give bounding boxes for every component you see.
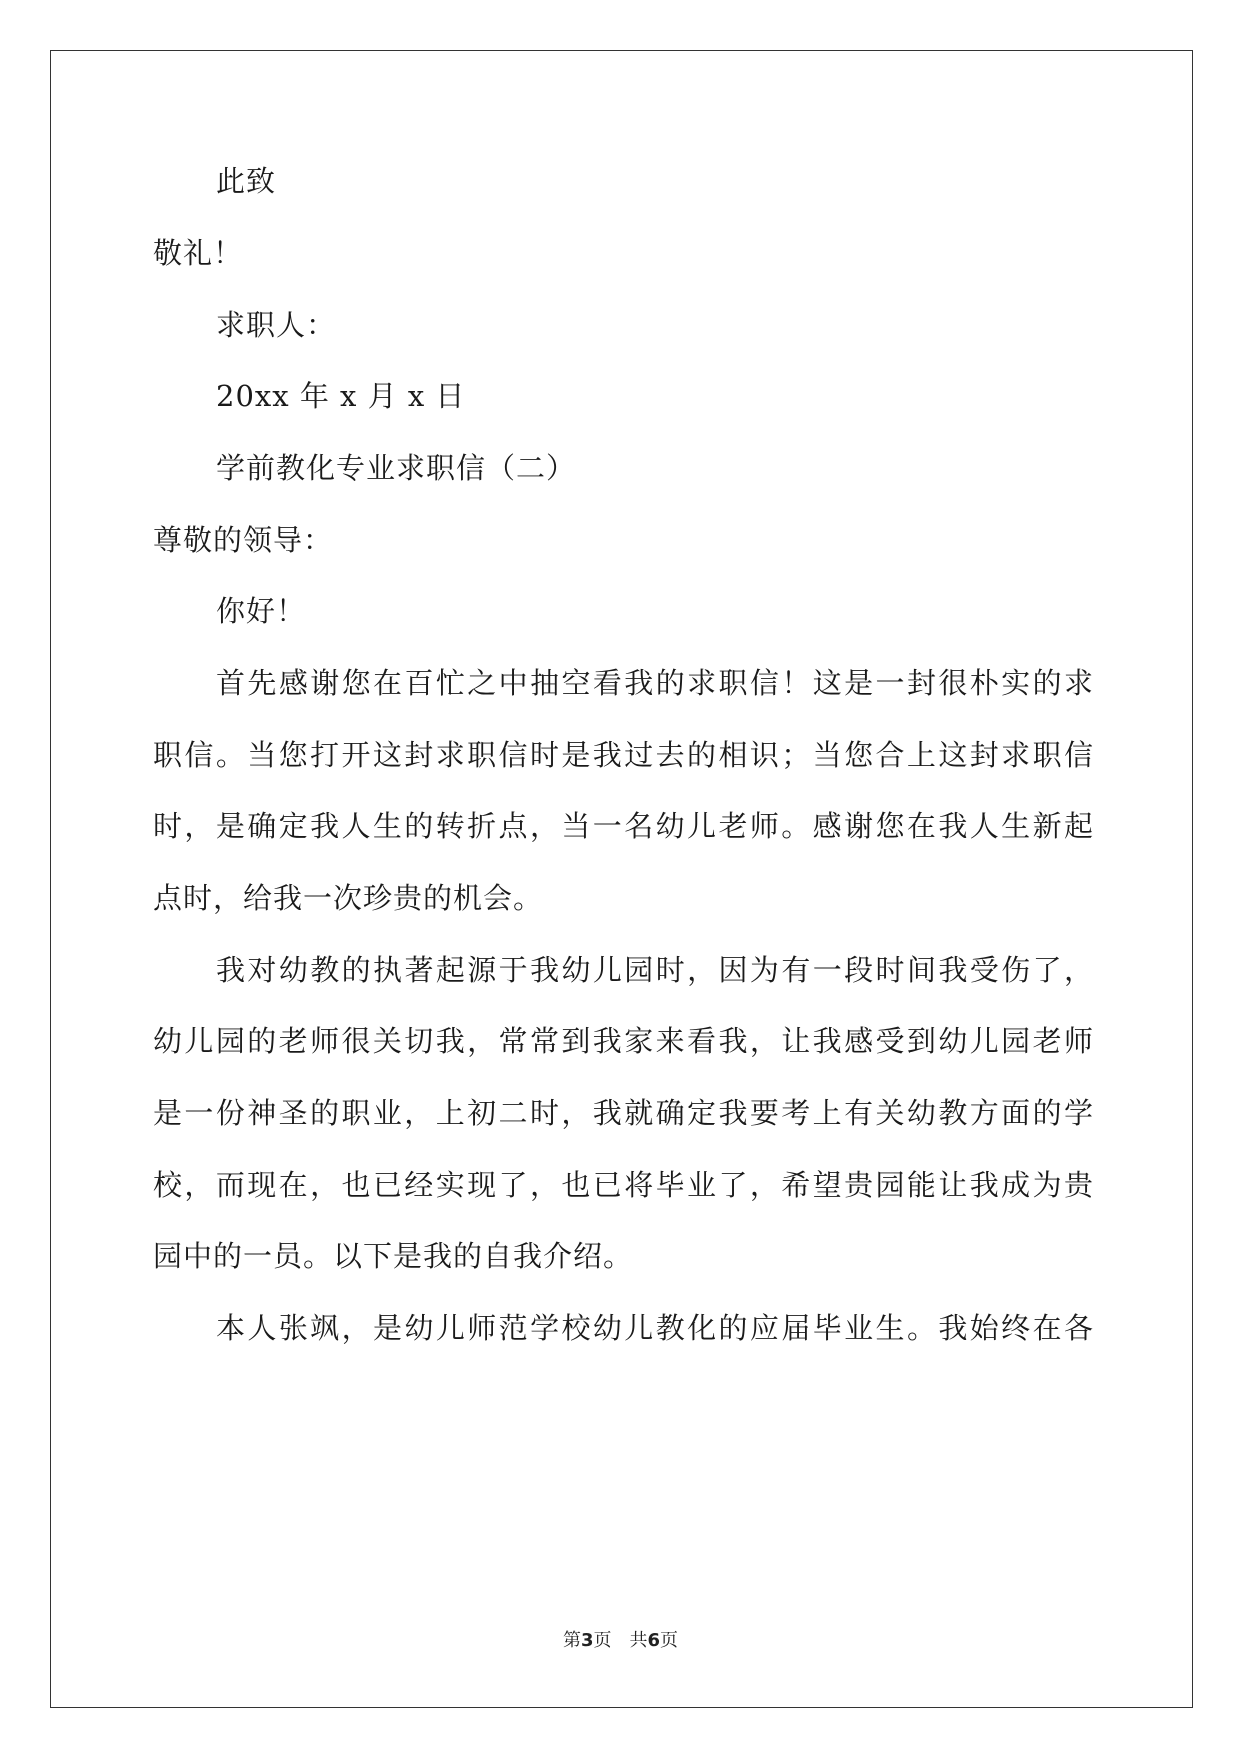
paragraph-line: 职信。当您打开这封求职信时是我过去的相识；当您合上这封求职信 <box>153 738 1093 772</box>
hello-line: 你好！ <box>216 594 307 628</box>
second-letter-title: 学前教化专业求职信（二） <box>216 451 577 485</box>
paragraph-line: 点时，给我一次珍贵的机会。 <box>153 881 544 915</box>
closing-line: 此致 <box>216 164 277 198</box>
footer-page-current: 3 <box>580 1630 594 1651</box>
date-line: 20xx 年 x 月 x 日 <box>216 379 466 413</box>
paragraph-line: 是一份神圣的职业，上初二时，我就确定我要考上有关幼教方面的学 <box>153 1096 1093 1130</box>
paragraph-line: 首先感谢您在百忙之中抽空看我的求职信！这是一封很朴实的求 <box>216 666 1093 700</box>
salute-line: 敬礼！ <box>153 236 244 270</box>
paragraph-line: 我对幼教的执著起源于我幼儿园时，因为有一段时间我受伤了， <box>216 953 1093 987</box>
footer-total-prefix: 共 <box>629 1630 648 1651</box>
paragraph-line: 幼儿园的老师很关切我，常常到我家来看我，让我感受到幼儿园老师 <box>153 1024 1093 1058</box>
footer-total-suffix: 页 <box>660 1630 679 1651</box>
footer-page-prefix: 第 <box>562 1630 581 1651</box>
paragraph-line: 时，是确定我人生的转折点，当一名幼儿老师。感谢您在我人生新起 <box>153 809 1093 843</box>
footer-page-total: 6 <box>647 1630 661 1651</box>
greeting-line: 尊敬的领导： <box>153 523 334 557</box>
paragraph-line: 园中的一员。以下是我的自我介绍。 <box>153 1239 634 1273</box>
signer-line: 求职人： <box>216 308 337 342</box>
paragraph-line: 校，而现在，也已经实现了，也已将毕业了，希望贵园能让我成为贵 <box>153 1168 1093 1202</box>
page-number-footer <box>0 1626 1241 1652</box>
paragraph-line: 本人张飒，是幼儿师范学校幼儿教化的应届毕业生。我始终在各 <box>216 1311 1093 1345</box>
footer-page-mid: 页 <box>593 1630 612 1651</box>
